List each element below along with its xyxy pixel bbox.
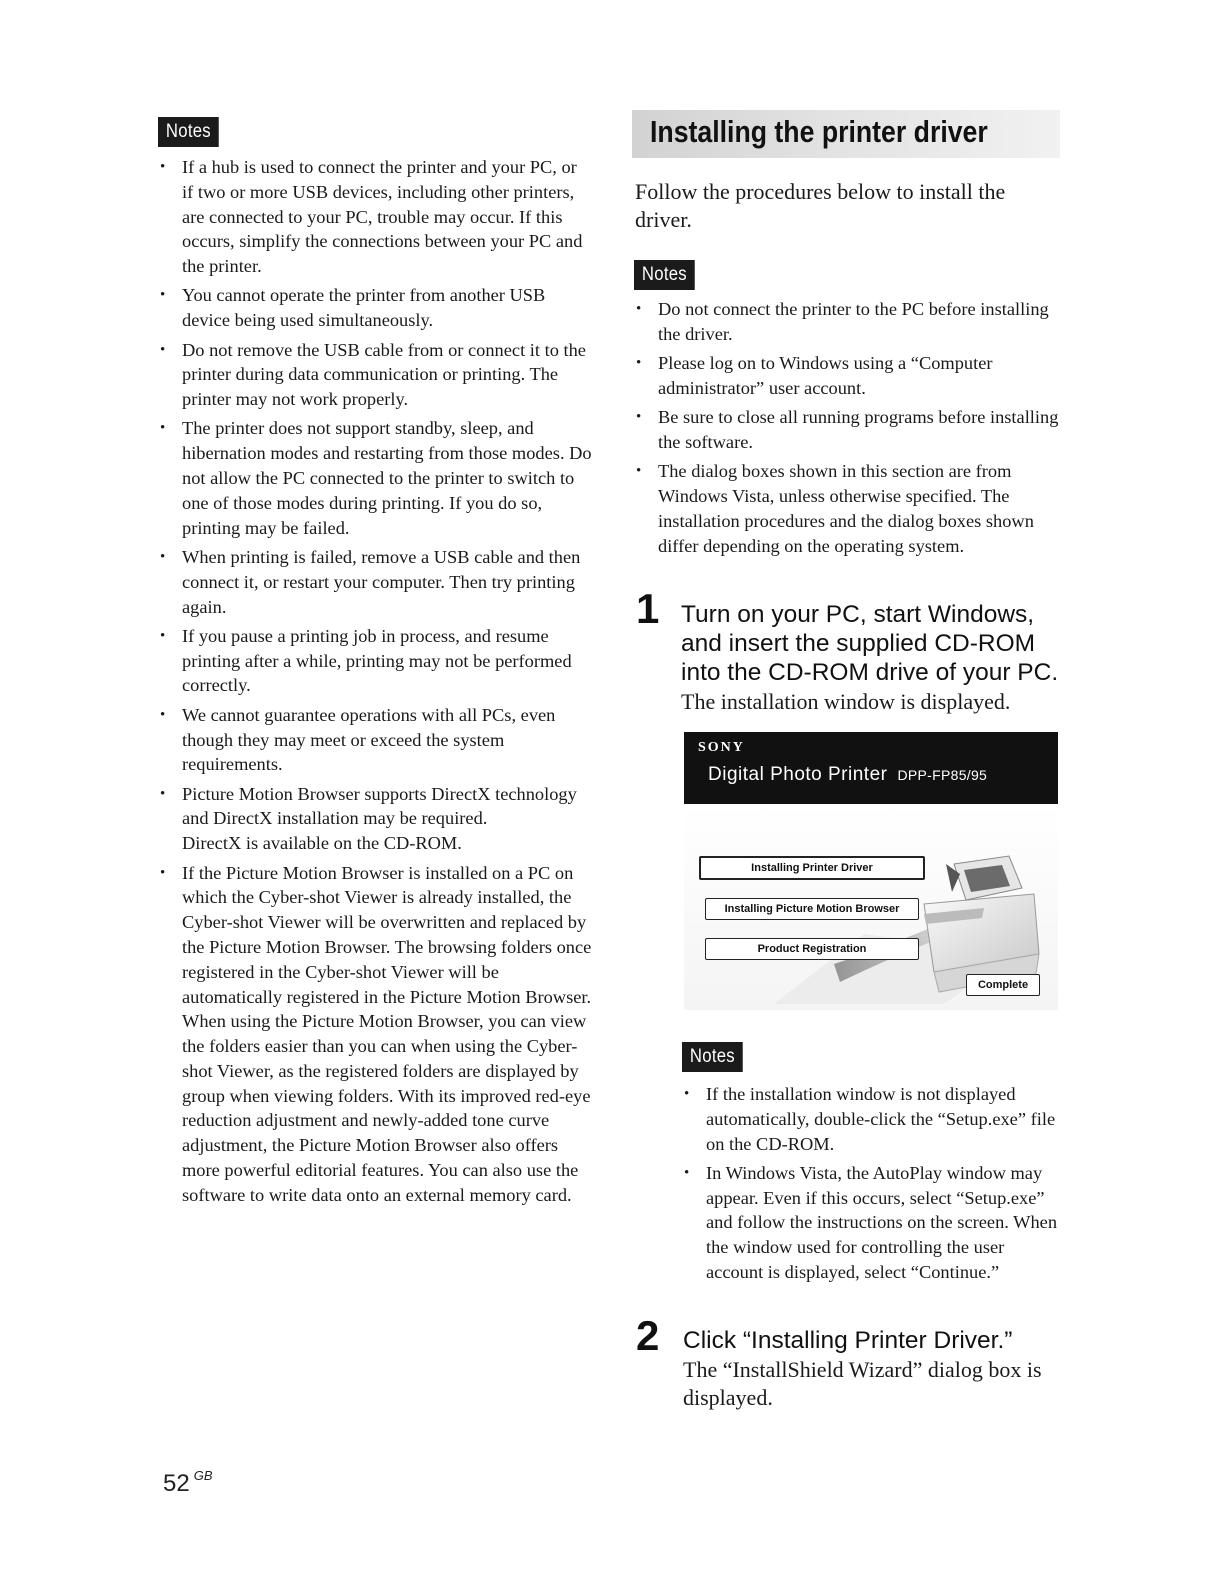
- right-notes-list: [633, 297, 1063, 563]
- notes-badge: Notes: [634, 260, 695, 290]
- directx-availability: DirectX is available on the CD-ROM.: [182, 833, 462, 854]
- product-name: Digital Photo Printer: [708, 764, 888, 785]
- notes-badge: Notes: [158, 117, 219, 147]
- list-item: • The printer does not support standby, sleep, and hibernation modes and restarting from those modes. Do not allow the PC connected to the printer to switch to one of those modes during printing. If you do so, printing may be failed.: [157, 416, 592, 540]
- step-number: 1: [636, 585, 660, 632]
- list-item: • The dialog boxes shown in this section are from Windows Vista, unless otherwise specified. The installation procedures and the dialog boxes shown differ depending on the operating system.: [633, 459, 1063, 558]
- list-item: • When printing is failed, remove a USB cable and then connect it, or restart your computer. Then try printing again.: [157, 545, 592, 619]
- list-item: • Do not connect the printer to the PC before installing the driver.: [633, 297, 1063, 347]
- section-title: Installing the printer driver: [650, 114, 988, 149]
- step-title: Click “Installing Printer Driver.”: [683, 1327, 1013, 1354]
- installer-header: [684, 732, 1058, 804]
- list-item: • Do not remove the USB cable from or connect it to the printer during data communication or printing. The printer may not work properly.: [157, 338, 592, 412]
- notes-badge: Notes: [682, 1042, 743, 1072]
- left-notes-list: [157, 155, 592, 1212]
- page-number-value: 52: [163, 1470, 190, 1497]
- page-number: [163, 1468, 213, 1498]
- list-item: • If a hub is used to connect the printer and your PC, or if two or more USB devices, including other printers, are connected to your PC, trouble may occur. If this occurs, simplify the connections between your PC and the printer.: [157, 155, 592, 279]
- step-title: Turn on your PC, start Windows, and insert the supplied CD-ROM into the CD-ROM drive of your PC.: [681, 601, 1059, 686]
- step-description: The “InstallShield Wizard” dialog box is displayed.: [683, 1357, 1042, 1410]
- list-item-text: Picture Motion Browser supports DirectX technology and DirectX installation may be required.: [182, 783, 577, 829]
- step-number: 2: [636, 1312, 660, 1359]
- product-title: [708, 764, 987, 786]
- installation-window-screenshot: [684, 732, 1058, 1010]
- brand-logo: SONY: [698, 740, 745, 755]
- list-item: • You cannot operate the printer from another USB device being used simultaneously.: [157, 283, 592, 333]
- list-item: • In Windows Vista, the AutoPlay window may appear. Even if this occurs, select “Setup.exe” and follow the instructions on the screen. When the window used for controlling the user account is displayed, select “Continue.”: [681, 1161, 1061, 1285]
- installer-body: [684, 804, 1058, 1010]
- list-item: • If the Picture Motion Browser is installed on a PC on which the Cyber-shot Viewer is already installed, the Cyber-shot Viewer will be overwritten and replaced by the Picture Motion Browser. The browsing folders once registered in the Cyber-shot Viewer will be automatically registered in the Picture Motion Browser. When using the Picture Motion Browser, you can view the folders easier than you can when using the Cyber-shot Viewer, as the registered folders are displayed by group when viewing folders. With its improved red-eye reduction adjustment and newly-added tone curve adjustment, the Picture Motion Browser also offers more powerful editorial features. You can also use the software to write data onto an external memory card.: [157, 861, 592, 1208]
- list-item: • If you pause a printing job in process, and resume printing after a while, printing may not be performed correctly.: [157, 624, 592, 698]
- model-number: DPP-FP85/95: [897, 767, 988, 783]
- step1-notes-list: [681, 1082, 1061, 1289]
- list-item: • Please log on to Windows using a “Computer administrator” user account.: [633, 351, 1063, 401]
- product-registration-button[interactable]: Product Registration: [705, 938, 919, 960]
- list-item: [157, 782, 592, 856]
- step-description: The installation window is displayed.: [681, 689, 1011, 714]
- installing-printer-driver-button[interactable]: Installing Printer Driver: [699, 856, 925, 880]
- list-item: • If the installation window is not displayed automatically, double-click the “Setup.exe” file on the CD-ROM.: [681, 1082, 1061, 1156]
- page-language-code: GB: [193, 1468, 213, 1483]
- complete-button[interactable]: Complete: [966, 974, 1040, 996]
- list-item: • We cannot guarantee operations with all PCs, even though they may meet or exceed the system requirements.: [157, 703, 592, 777]
- intro-text: Follow the procedures below to install the driver.: [635, 179, 1006, 232]
- section-title-bar: [632, 110, 1060, 158]
- list-item: • Be sure to close all running programs before installing the software.: [633, 405, 1063, 455]
- installing-picture-motion-browser-button[interactable]: Installing Picture Motion Browser: [705, 898, 919, 920]
